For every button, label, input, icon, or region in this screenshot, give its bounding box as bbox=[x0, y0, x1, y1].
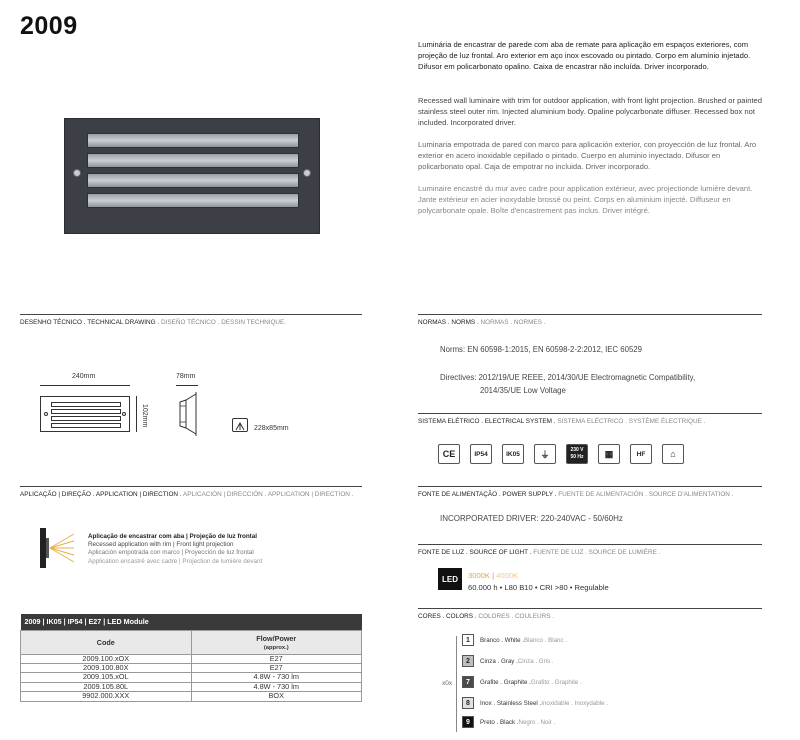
section-subtitle: APLICACIÓN | DIRECCIÓN . APPLICATION | DIRECTION . bbox=[181, 491, 354, 498]
color-option bbox=[462, 676, 582, 688]
section-technical-drawing bbox=[20, 314, 362, 326]
application-en: Recessed application with rim | Front light projection bbox=[88, 541, 234, 549]
section-title: APLICAÇÃO | DIREÇÃO . APPLICATION | DIRECTION . bbox=[20, 491, 182, 498]
section-subtitle: COLORES . COULEURS . bbox=[476, 613, 555, 620]
power-supply-value: INCORPORATED DRIVER: 220-240VAC - 50/60Hz bbox=[440, 514, 623, 523]
cell-code: 2009.105.80L bbox=[21, 682, 192, 691]
louvre-slot bbox=[87, 173, 299, 188]
color-name: Branco . White . bbox=[480, 636, 525, 644]
drawing-screw bbox=[44, 412, 48, 416]
electrical-icons bbox=[438, 444, 684, 464]
light-info bbox=[468, 570, 609, 594]
color-swatch: 1 bbox=[462, 634, 474, 646]
recessed-box-icon bbox=[232, 418, 248, 432]
indoor-outdoor-icon: ⌂ bbox=[662, 444, 684, 464]
table-header: 2009 | IK05 | IP54 | E27 | LED Module bbox=[21, 614, 362, 630]
width-dimension: 240mm bbox=[72, 373, 96, 380]
cell-code: 2009.100.xOX bbox=[21, 654, 192, 663]
ce-mark-icon: CE bbox=[438, 444, 460, 464]
color-name-alt: Negro . Noir . bbox=[518, 718, 556, 726]
depth-dimension-line bbox=[176, 385, 198, 386]
table-row bbox=[21, 673, 362, 682]
louvre-slot bbox=[87, 153, 299, 168]
table-row bbox=[21, 682, 362, 691]
application-text bbox=[88, 533, 262, 566]
earth-ground-icon: ⏚ bbox=[534, 444, 556, 464]
recessed-mounting-icon: ▦ bbox=[598, 444, 620, 464]
product-image bbox=[64, 118, 320, 234]
cell-flow: 4.8W - 730 lm bbox=[191, 682, 362, 691]
cell-flow: BOX bbox=[191, 692, 362, 701]
width-dimension-line bbox=[40, 385, 130, 386]
table-row bbox=[21, 663, 362, 672]
color-option bbox=[462, 716, 555, 728]
section-title: SISTEMA ELÉTRICO . ELECTRICAL SYSTEM . bbox=[418, 418, 556, 425]
temp-separator: | bbox=[489, 571, 497, 580]
louvre-slot bbox=[87, 193, 299, 208]
norms-line: Norms: EN 60598-1:2015, EN 60598-2-2:2012, IEC 60529 bbox=[440, 345, 642, 354]
drawing-slot bbox=[51, 416, 121, 421]
section-source-of-light bbox=[418, 544, 762, 556]
section-subtitle: FUENTE DE LUZ . SOURCE DE LUMIÈRE . bbox=[531, 549, 661, 556]
drawing-slot bbox=[51, 402, 121, 407]
section-subtitle: SISTEMA ELÉCTRICO . SYSTÈME ÉLECTRIQUE . bbox=[555, 418, 706, 425]
color-name: Cinza . Gray . bbox=[480, 657, 518, 665]
depth-dimension: 78mm bbox=[176, 373, 196, 380]
directives-line-1: Directives: 2012/19/UE REEE, 2014/30/UE Electromagnetic Compatibility, bbox=[440, 373, 696, 382]
application-pt: Aplicação de encastrar com aba | Projeção de luz frontal bbox=[88, 533, 258, 540]
screw bbox=[73, 169, 81, 177]
section-title: CORES . COLORS . bbox=[418, 613, 477, 620]
led-badge: LED bbox=[438, 568, 462, 590]
height-dimension: 102mm bbox=[141, 404, 148, 428]
ip54-icon: IP54 bbox=[470, 444, 492, 464]
description-es: Luminaria empotrada de pared con marco para aplicación exterior, con proyección de luz frontal. Aro exterior en acero inoxidable cepillado o pintado. Cuerpo en aluminio inyectado. Difusor en policarbonato opal. Caja de empotrar no incluida. Driver incorporado. bbox=[418, 140, 757, 171]
section-title: DESENHO TÉCNICO . TECHNICAL DRAWING . bbox=[20, 319, 160, 326]
color-swatch: 2 bbox=[462, 655, 474, 667]
application-fr: Application encastré avec cadre | Projection de lumière devant bbox=[88, 557, 263, 565]
drawing-screw bbox=[122, 412, 126, 416]
voltage-icon: 230 V 50 Hz bbox=[566, 444, 588, 464]
color-name-alt: Inoxidable . Inoxydable . bbox=[541, 699, 608, 707]
box-dimension: 228x85mm bbox=[254, 425, 289, 432]
temp-4000k: 4000K bbox=[496, 571, 519, 580]
application-es: Aplicación empotrada con marco | Proyección de luz frontal bbox=[88, 549, 254, 557]
side-view-drawing bbox=[176, 392, 198, 436]
color-name: Preto . Black . bbox=[480, 718, 519, 726]
ik05-icon: IK05 bbox=[502, 444, 524, 464]
section-subtitle: NORMAS . NORMES . bbox=[478, 319, 546, 326]
drawing-slot bbox=[51, 423, 121, 428]
color-code-placeholder: x0x bbox=[442, 680, 453, 687]
column-code bbox=[21, 630, 192, 654]
product-code-title: 2009 bbox=[20, 12, 78, 40]
directives-line-2: 2014/35/UE Low Voltage bbox=[480, 386, 566, 395]
section-title: FONTE DE ALIMENTAÇÃO . POWER SUPPLY . bbox=[418, 491, 557, 498]
color-name-alt: Blanco . Blanc . bbox=[524, 636, 568, 644]
color-name-alt: Cinza . Gris . bbox=[517, 657, 554, 665]
section-application bbox=[20, 486, 362, 498]
color-swatch: 8 bbox=[462, 697, 474, 709]
color-name: Grafite . Graphite . bbox=[480, 678, 531, 686]
description-en: Recessed wall luminaire with trim for outdoor application, with front light projection. Brushed or painted stainless steel outer rim. Injected aluminium body. Opaline polycarbonate diffuser. Recessed box not included. Incorporated driver. bbox=[418, 96, 762, 127]
height-dimension-line bbox=[136, 396, 137, 432]
hf-icon: HF bbox=[630, 444, 652, 464]
drawing-slot bbox=[51, 409, 121, 414]
screw bbox=[303, 169, 311, 177]
cell-code: 9902.000.XXX bbox=[21, 692, 192, 701]
color-swatch: 9 bbox=[462, 716, 474, 728]
cell-code: 2009.100.80X bbox=[21, 663, 192, 672]
column-flow-sublabel: (approx.) bbox=[263, 644, 289, 651]
section-title: FONTE DE LUZ . SOURCE OF LIGHT . bbox=[418, 549, 532, 556]
color-name: Inox . Stainless Steel . bbox=[480, 699, 542, 707]
color-option bbox=[462, 697, 608, 709]
column-flow-label: Flow/Power bbox=[256, 633, 297, 643]
application-light-projection-icon bbox=[40, 528, 76, 568]
light-spec: 60.000 h • L80 B10 • CRI >80 • Regulable bbox=[468, 583, 609, 592]
section-power-supply bbox=[418, 486, 762, 498]
table-row bbox=[21, 692, 362, 701]
column-flow-power bbox=[191, 630, 362, 654]
section-electrical-system bbox=[418, 413, 762, 425]
cell-flow: E27 bbox=[191, 654, 362, 663]
color-swatch: 7 bbox=[462, 676, 474, 688]
cell-flow: 4.8W - 730 lm bbox=[191, 673, 362, 682]
section-norms bbox=[418, 314, 762, 326]
front-view-drawing bbox=[40, 396, 130, 432]
section-subtitle: DISEÑO TÉCNICO . DESSIN TECHNIQUE. bbox=[159, 319, 287, 326]
column-code-label: Code bbox=[96, 637, 115, 647]
description-pt: Luminária de encastrar de parede com aba de remate para aplicação em espaços exteriores, com projeção de luz frontal. Aro exterior em aço inox escovado ou pintado. Corpo em alumínio injetado. Difusor em policarbonato opalino. Caixa de encastrar não incluída. Driver incorporado. bbox=[418, 40, 751, 71]
product-variants-table bbox=[20, 614, 362, 702]
cell-flow: E27 bbox=[191, 663, 362, 672]
color-temperatures bbox=[468, 570, 609, 582]
section-subtitle: FUENTE DE ALIMENTACIÓN . SOURCE D'ALIMENTATION . bbox=[556, 491, 734, 498]
section-colors bbox=[418, 608, 762, 620]
color-option bbox=[462, 634, 567, 646]
louvre-slot bbox=[87, 133, 299, 148]
section-title: NORMAS . NORMS . bbox=[418, 319, 479, 326]
color-option bbox=[462, 655, 554, 667]
description-fr: Luminaire encastré du mur avec cadre pour application extérieur, avec projectionde lumière devant. Jante extérieur en acier inoxydable brossé ou peint. Corps en aluminium injecté. Diffuseur en polycarbonate opale. Boîte d'encastrement pas inclus. Driver intégré. bbox=[418, 184, 753, 215]
color-brace bbox=[456, 636, 457, 732]
cell-code: 2009.105.xOL bbox=[21, 673, 192, 682]
table-row bbox=[21, 654, 362, 663]
temp-3000k: 3000K bbox=[468, 571, 490, 580]
color-name-alt: Grafito . Graphite . bbox=[530, 678, 582, 686]
